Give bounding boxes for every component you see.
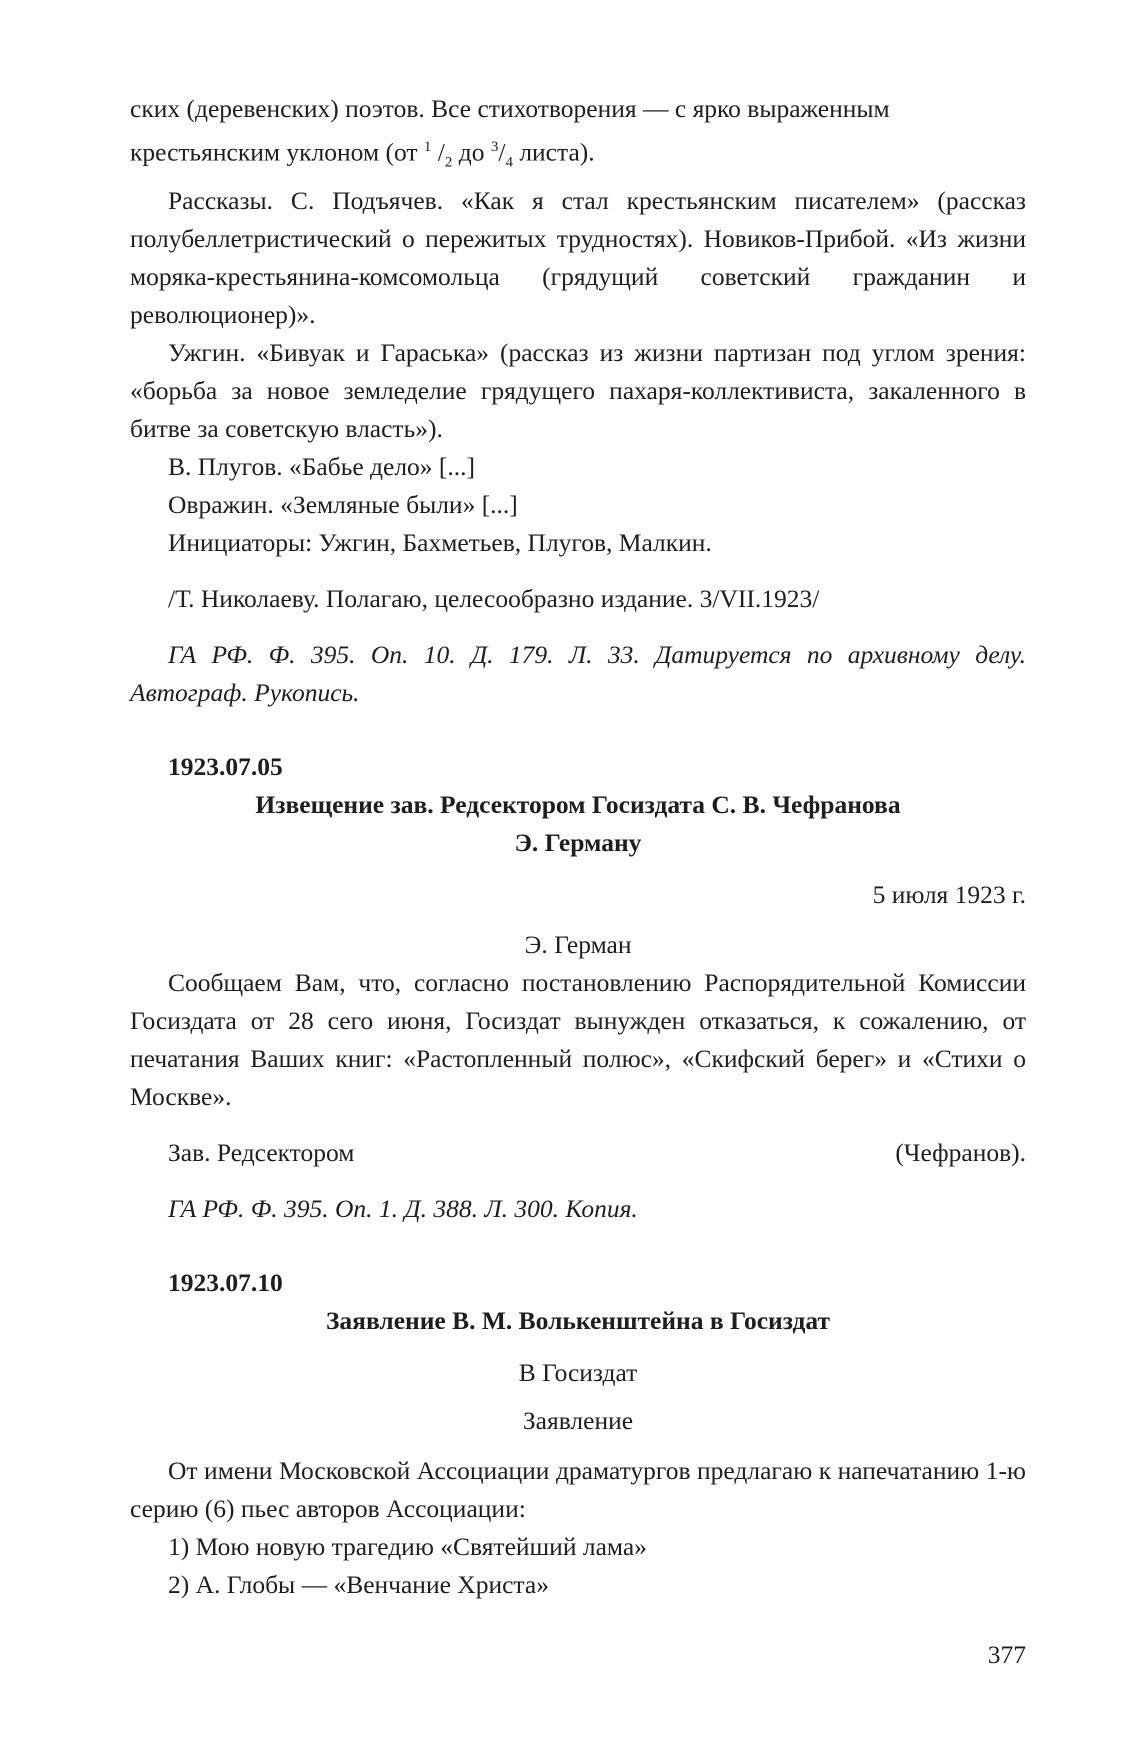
doc2-heading: Заявление	[522, 1405, 634, 1435]
doc2-list-item-1: 1) Мою новую трагедию «Святейший лама»	[168, 1531, 647, 1561]
continuation-line-2	[130, 128, 1026, 182]
fraction-2-numerator: 3	[490, 139, 499, 155]
continuation-line-2-end: листа).	[512, 137, 595, 167]
doc1-title-line-2: Э. Герману	[514, 827, 642, 857]
fraction-1-numerator: 1	[423, 139, 432, 155]
stories-paragraph: Рассказы. С. Подъячев. «Как я стал крестьянским писателем» (рассказ полубеллетристический о пережитых трудностях). Новиков-Прибой. «Из жизни моряка-крестьянина-комсомольца (грядущий советский гражданин и революционер)».	[130, 185, 1026, 329]
doc1-signature	[130, 1134, 1026, 1172]
doc2-addressee: В Госиздат	[518, 1357, 638, 1387]
resolution-note: /Т. Николаеву. Полагаю, целесообразно издание. 3/VII.1923/	[168, 583, 820, 613]
archive-source-1: ГА РФ. Ф. 395. Оп. 10. Д. 179. Л. 33. Датируется по архивному делу. Автограф. Рукопись.	[130, 639, 1026, 707]
fraction-2-denominator: 4	[505, 154, 513, 171]
doc1-title-line-1: Извещение зав. Редсектором Госиздата С. В. Чефранова	[255, 789, 901, 819]
doc2-date: 1923.07.10	[168, 1267, 283, 1297]
uzhgin-paragraph: Ужгин. «Бивуак и Гараська» (рассказ из жизни партизан под углом зрения: «борьба за новое земледелие грядущего пахаря-коллективиста, закаленного в битве за советскую власть»).	[130, 337, 1026, 443]
doc1-signature-name: (Чефранов).	[895, 1137, 1026, 1167]
initiators-line: Инициаторы: Ужгин, Бахметьев, Плугов, Малкин.	[168, 527, 712, 557]
fraction-2-separator: /	[498, 137, 506, 167]
doc2-body: От имени Московской Ассоциации драматургов предлагаю к напечатанию 1-ю серию (6) пьес авторов Ассоциации:	[130, 1455, 1026, 1523]
doc1-addressee: Э. Герман	[524, 929, 632, 959]
doc1-signature-position: Зав. Редсектором	[168, 1137, 355, 1167]
doc2-list-item-2: 2) А. Глобы — «Венчание Христа»	[168, 1569, 549, 1599]
doc1-date-line: 5 июля 1923 г.	[872, 879, 1026, 909]
ovrazhin-line: Овражин. «Земляные были» [...]	[168, 489, 518, 519]
doc1-date: 1923.07.05	[168, 751, 283, 781]
continuation-line-2-mid: до	[452, 137, 491, 167]
page-number: 377	[987, 1640, 1026, 1669]
fraction-1-denominator: 2	[444, 154, 453, 171]
continuation-line-1: ских (деревенских) поэтов. Все стихотворения — с ярко выраженным	[130, 94, 890, 123]
doc1-body: Сообщаем Вам, что, согласно постановлению Распорядительной Комиссии Госиздата от 28 сего июня, Госиздат вынужден отказаться, к сожалению, от печатания Ваших книг: «Растопленный полюс», «Скифский берег» и «Стихи о Москве».	[130, 967, 1026, 1111]
plugov-line: В. Плугов. «Бабье дело» [...]	[168, 451, 476, 481]
doc2-title: Заявление В. М. Волькенштейна в Госиздат	[325, 1305, 831, 1335]
page-content	[130, 90, 1026, 1604]
fraction-1-separator: /	[431, 137, 445, 167]
continuation-line-2-start: крестьянским уклоном (от	[130, 137, 424, 167]
archive-source-2: ГА РФ. Ф. 395. Оп. 1. Д. 388. Л. 300. Копия.	[168, 1193, 638, 1223]
